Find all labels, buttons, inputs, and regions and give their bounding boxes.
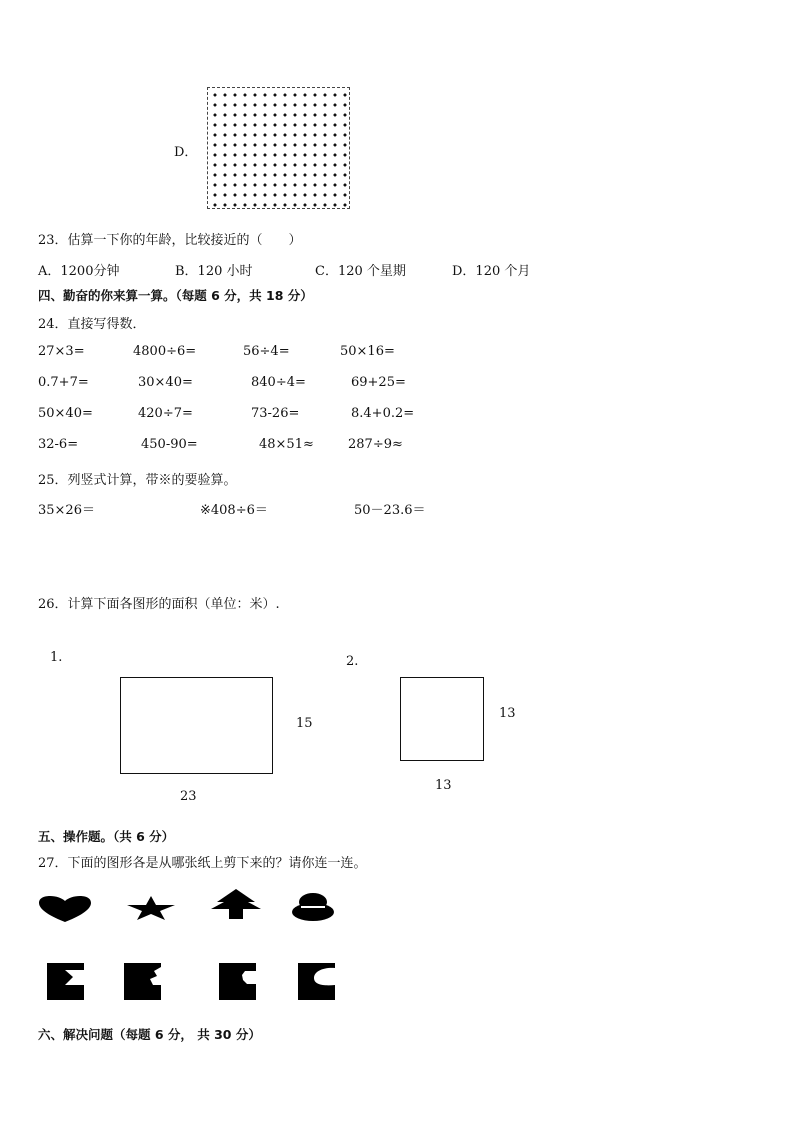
star-icon [126, 896, 176, 920]
calc-r1-c3: 56÷4= [243, 344, 290, 359]
dot-grid-figure [207, 87, 350, 209]
q23-option-d: D．120 个月 [452, 264, 531, 279]
figure1-label: 1. [50, 650, 63, 665]
q23-option-c: C．120 个星期 [315, 264, 406, 279]
calc-r4-c3: 48×51≈ [259, 437, 314, 452]
figure2-side-bottom: 13 [435, 778, 452, 793]
q23-option-a: A．1200分钟 [38, 264, 120, 279]
calc-r1-c1: 27×3= [38, 344, 85, 359]
cut-paper-b [124, 963, 161, 1000]
figure2-side-right: 13 [499, 706, 516, 721]
section6-title: 六、解决问题（每题 6 分， 共 30 分） [38, 1027, 261, 1042]
q25-stem: 25．列竖式计算，带※的要验算。 [38, 473, 237, 488]
calc-r2-c1: 0.7+7= [38, 375, 89, 390]
calc-r3-c1: 50×40= [38, 406, 93, 421]
q26-stem: 26．计算下面各图形的面积（单位：米）. [38, 597, 280, 612]
q23-option-b: B．120 小时 [175, 264, 253, 279]
q23-stem: 23．估算一下你的年龄，比较接近的（ ） [38, 233, 302, 248]
calc-r2-c4: 69+25= [351, 375, 406, 390]
calc-r4-c1: 32-6= [38, 437, 79, 452]
q25-item-2: ※408÷6＝ [200, 503, 268, 518]
section5-title: 五、操作题。（共 6 分） [38, 829, 175, 844]
tree-arrow-icon [209, 889, 263, 919]
q27-stem: 27．下面的图形各是从哪张纸上剪下来的？请你连一连。 [38, 856, 367, 871]
calc-r2-c3: 840÷4= [251, 375, 306, 390]
cut-paper-c [219, 963, 256, 1000]
q25-item-3: 50－23.6＝ [354, 503, 426, 518]
calc-r4-c4: 287÷9≈ [348, 437, 403, 452]
figure2-label: 2. [346, 654, 359, 669]
mushroom-icon [291, 893, 335, 921]
q25-item-1: 35×26＝ [38, 503, 95, 518]
calc-r1-c2: 4800÷6= [133, 344, 197, 359]
section4-title: 四、勤奋的你来算一算。（每题 6 分，共 18 分） [38, 288, 313, 303]
calc-r4-c2: 450-90= [141, 437, 198, 452]
heart-icon [38, 895, 92, 923]
figure2-square [400, 677, 484, 761]
calc-r2-c2: 30×40= [138, 375, 193, 390]
calc-r3-c2: 420÷7= [138, 406, 193, 421]
figure1-width-label: 23 [180, 789, 197, 804]
calc-r3-c4: 8.4+0.2= [351, 406, 415, 421]
q24-stem: 24．直接写得数． [38, 317, 146, 332]
cut-paper-a [47, 963, 84, 1000]
cut-paper-d [298, 963, 335, 1000]
calc-r3-c3: 73-26= [251, 406, 300, 421]
option-d-label: D． [174, 145, 198, 160]
figure1-rectangle [120, 677, 273, 774]
calc-r1-c4: 50×16= [340, 344, 395, 359]
figure1-height-label: 15 [296, 716, 313, 731]
